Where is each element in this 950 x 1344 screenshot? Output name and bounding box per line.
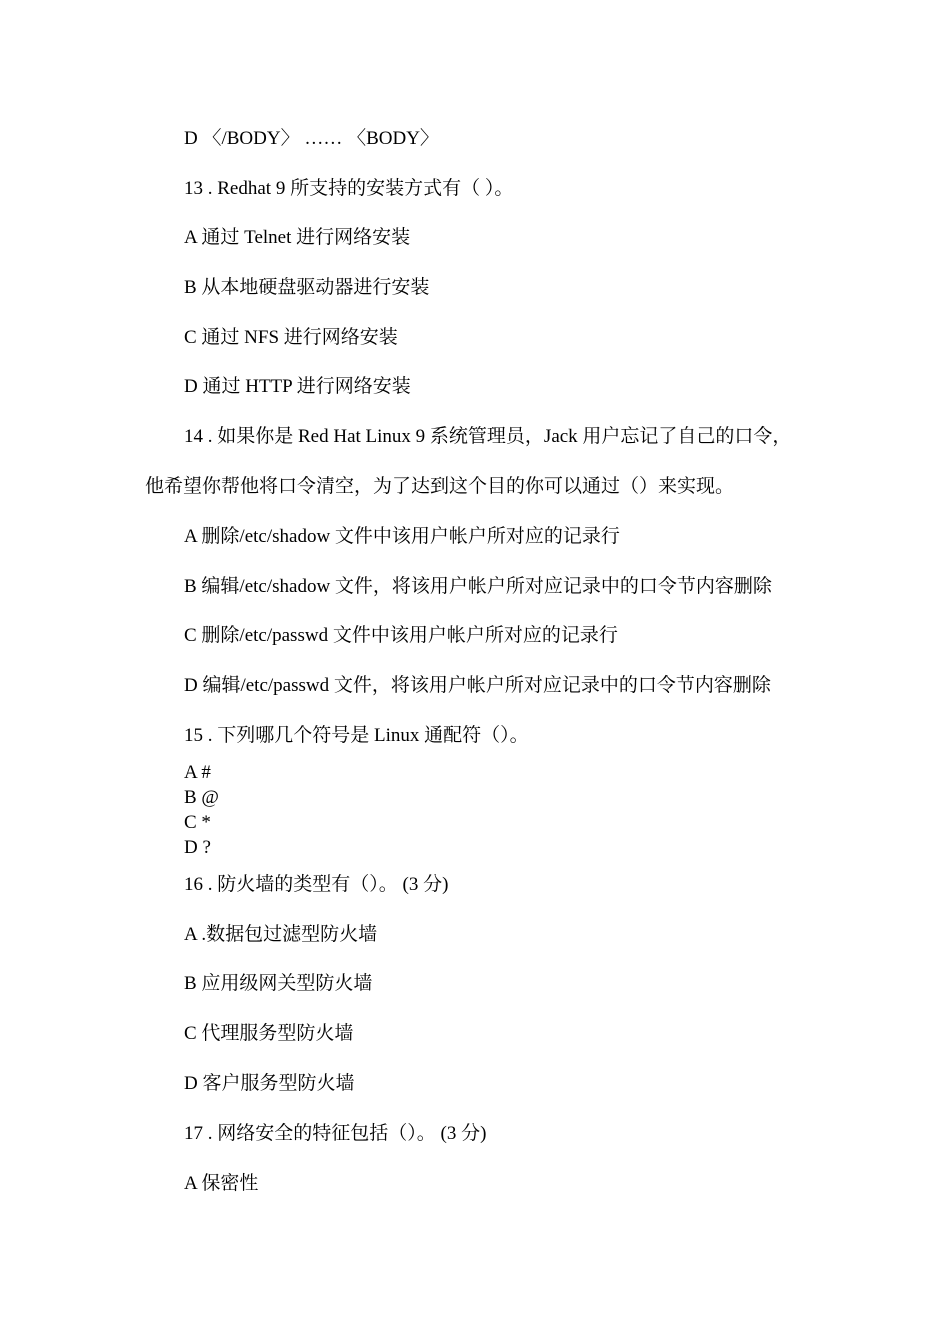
q16-option-b: B 应用级网关型防火墙 [184,973,373,994]
q15-question: 15 . 下列哪几个符号是 Linux 通配符（）。 [184,725,529,746]
q14-question: 14 . 如果你是 Red Hat Linux 9 系统管理员，Jack 用户忘记了自己的口令， [184,426,792,447]
q12-option-d: D 〈/BODY〉 …… 〈BODY〉 [184,128,439,149]
q14-option-c: C 删除/etc/passwd 文件中该用户帐户所对应的记录行 [184,625,618,646]
q14-question-continued: 他希望你帮他将口令清空，为了达到这个目的你可以通过（）来实现。 [145,476,735,497]
q16-option-d: D 客户服务型防火墙 [184,1073,355,1094]
q14-option-a: A 删除/etc/shadow 文件中该用户帐户所对应的记录行 [184,526,620,547]
q16-option-a: A .数据包过滤型防火墙 [184,924,378,945]
q13-option-d: D 通过 HTTP 进行网络安装 [184,376,411,397]
q16-question: 16 . 防火墙的类型有（）。 (3 分) [184,874,449,895]
q15-option-b: B @ [184,787,219,808]
q17-question: 17 . 网络安全的特征包括（）。 (3 分) [184,1123,487,1144]
q15-option-d: D ? [184,837,211,858]
q13-question: 13 . Redhat 9 所支持的安装方式有（ ）。 [184,178,514,199]
q13-option-c: C 通过 NFS 进行网络安装 [184,327,398,348]
q16-option-c: C 代理服务型防火墙 [184,1023,354,1044]
q15-option-a: A # [184,762,211,783]
q13-option-a: A 通过 Telnet 进行网络安装 [184,227,411,248]
q14-option-d: D 编辑/etc/passwd 文件，将该用户帐户所对应记录中的口令节内容删除 [184,675,771,696]
q17-option-a: A 保密性 [184,1173,259,1194]
q13-option-b: B 从本地硬盘驱动器进行安装 [184,277,430,298]
q15-option-c: C * [184,812,211,833]
q14-option-b: B 编辑/etc/shadow 文件，将该用户帐户所对应记录中的口令节内容删除 [184,576,772,597]
